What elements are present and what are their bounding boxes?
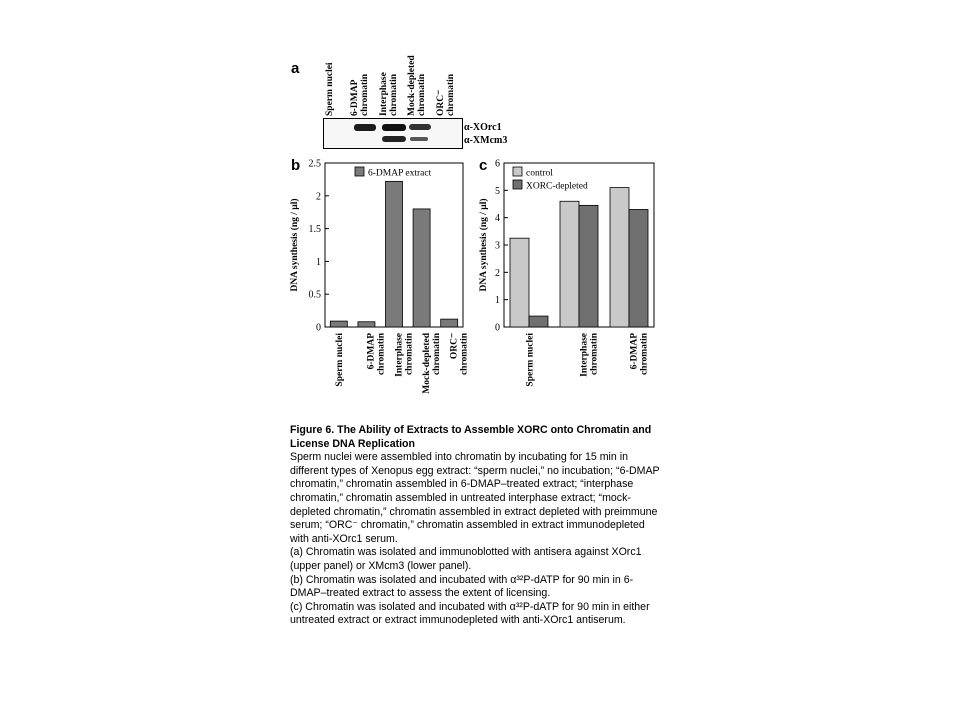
bar — [610, 188, 629, 327]
x-tick-label-line: Interphase — [394, 333, 405, 377]
legend-swatch — [513, 180, 522, 189]
x-tick-label — [367, 332, 387, 375]
bar — [413, 209, 430, 327]
y-tick-label: 5 — [495, 185, 500, 197]
y-tick-label: 6 — [495, 158, 500, 170]
bar — [358, 322, 375, 327]
x-tick-label-line: chromatin — [404, 333, 415, 376]
chart-b — [285, 155, 470, 400]
x-tick-label-line: chromatin — [376, 333, 387, 376]
x-tick-label — [422, 332, 442, 393]
bar — [510, 238, 529, 327]
y-axis-label: DNA synthesis (ng / µl) — [290, 198, 300, 292]
caption-title: Figure 6. The Ability of Extracts to Assemble XORC onto Chromatin and License DNA Replication — [290, 424, 652, 450]
lane-label-6dmap-chromatin: 6-DMAP chromatin — [350, 73, 370, 116]
caption-paragraph: (c) Chromatin was isolated and incubated with α³²P-dATP for 90 min in either untreated extract or extract immunodepleted with anti-XOrc1 antiserum. — [290, 600, 650, 627]
x-tick-label-line: ORC⁻ — [449, 333, 460, 360]
bar — [330, 321, 347, 327]
legend-swatch — [355, 167, 364, 176]
x-tick-label-line: Sperm nuclei — [525, 333, 536, 387]
x-tick-label — [335, 333, 345, 387]
x-tick-label — [394, 332, 414, 377]
x-tick-label-line: Interphase — [579, 333, 590, 377]
legend-swatch — [513, 167, 522, 176]
legend-label: XORC-depleted — [526, 181, 588, 192]
western-blot — [323, 118, 463, 149]
panel-a-label: a — [291, 60, 300, 77]
x-tick-label-line: chromatin — [639, 333, 650, 376]
x-tick-label-line: 6-DMAP — [366, 333, 377, 370]
y-tick-label: 2 — [495, 267, 500, 279]
x-tick-label-line: Mock-depleted — [421, 333, 432, 394]
blot-band-xorc1-interphase — [382, 124, 406, 131]
lane-label-interphase-chromatin: Interphase chromatin — [379, 72, 399, 116]
lane-label-orc-chromatin: ORC⁻ chromatin — [436, 73, 456, 116]
bar — [386, 181, 403, 327]
blot-band-xmcm3-mock — [410, 137, 428, 141]
y-tick-label: 0 — [495, 322, 500, 334]
lane-label-sperm-nuclei: Sperm nuclei — [325, 62, 335, 116]
y-axis-label: DNA synthesis (ng / µl) — [479, 198, 489, 292]
y-tick-label: 2 — [316, 191, 321, 203]
y-tick-label: 2.5 — [308, 158, 321, 170]
bar — [529, 316, 548, 327]
x-tick-label-line: 6-DMAP — [629, 333, 640, 370]
y-tick-label: 0.5 — [308, 289, 321, 301]
y-tick-label: 1 — [316, 256, 321, 268]
blot-band-xorc1-mock — [409, 124, 431, 130]
antibody-label-xorc1: α-XOrc1 — [464, 122, 502, 133]
caption-paragraph: Sperm nuclei were assembled into chromatin by incubating for 15 min in different types of Xenopus egg extract: “sperm nuclei,” no incubation; “6-DMAP chromatin,” chromatin assembled in 6-DMAP–treated extract; “interphase chromatin,” chromatin assembled in untreated interphase extract; “mock-depleted chromatin,” chromatin assembled in extract depleted with preimmune serum; “ORC⁻ chromatin,” chromatin assembled in extract immunodepleted with anti-XOrc1 serum. — [290, 451, 660, 545]
legend-label: 6-DMAP extract — [368, 168, 432, 179]
bar — [629, 209, 648, 327]
legend-label: control — [526, 168, 553, 179]
antibody-label-xmcm3: α-XMcm3 — [464, 135, 508, 146]
caption-paragraph: (a) Chromatin was isolated and immunoblotted with antisera against XOrc1 (upper panel) or XMcm3 (lower panel). — [290, 546, 642, 572]
figure-caption — [290, 424, 660, 628]
x-tick-label — [579, 332, 599, 377]
x-tick-label-line: chromatin — [589, 333, 600, 376]
x-tick-label — [525, 333, 535, 387]
x-tick-label-line: Sperm nuclei — [335, 333, 346, 387]
y-tick-label: 3 — [495, 240, 500, 252]
x-tick-label — [629, 332, 649, 375]
chart-c — [474, 155, 664, 405]
y-tick-label: 4 — [495, 213, 500, 225]
bar — [441, 319, 458, 327]
panel-c-label: c — [479, 157, 488, 174]
x-tick-label — [450, 332, 470, 375]
y-tick-label: 1 — [495, 295, 500, 307]
x-tick-label-line: chromatin — [459, 333, 470, 376]
bar — [560, 201, 579, 327]
blot-band-xorc1-6dmap — [354, 124, 376, 131]
x-tick-label-line: chromatin — [431, 333, 442, 376]
y-tick-label: 0 — [316, 322, 321, 334]
caption-paragraph: (b) Chromatin was isolated and incubated with α³²P-dATP for 90 min in 6-DMAP–treated extract to assess the extent of licensing. — [290, 573, 634, 600]
panel-b-label: b — [291, 157, 301, 174]
lane-label-mock-depleted-chromatin: Mock-depleted chromatin — [407, 55, 427, 116]
y-tick-label: 1.5 — [308, 224, 321, 236]
bar — [579, 205, 598, 327]
blot-band-xmcm3-interphase — [382, 136, 406, 142]
